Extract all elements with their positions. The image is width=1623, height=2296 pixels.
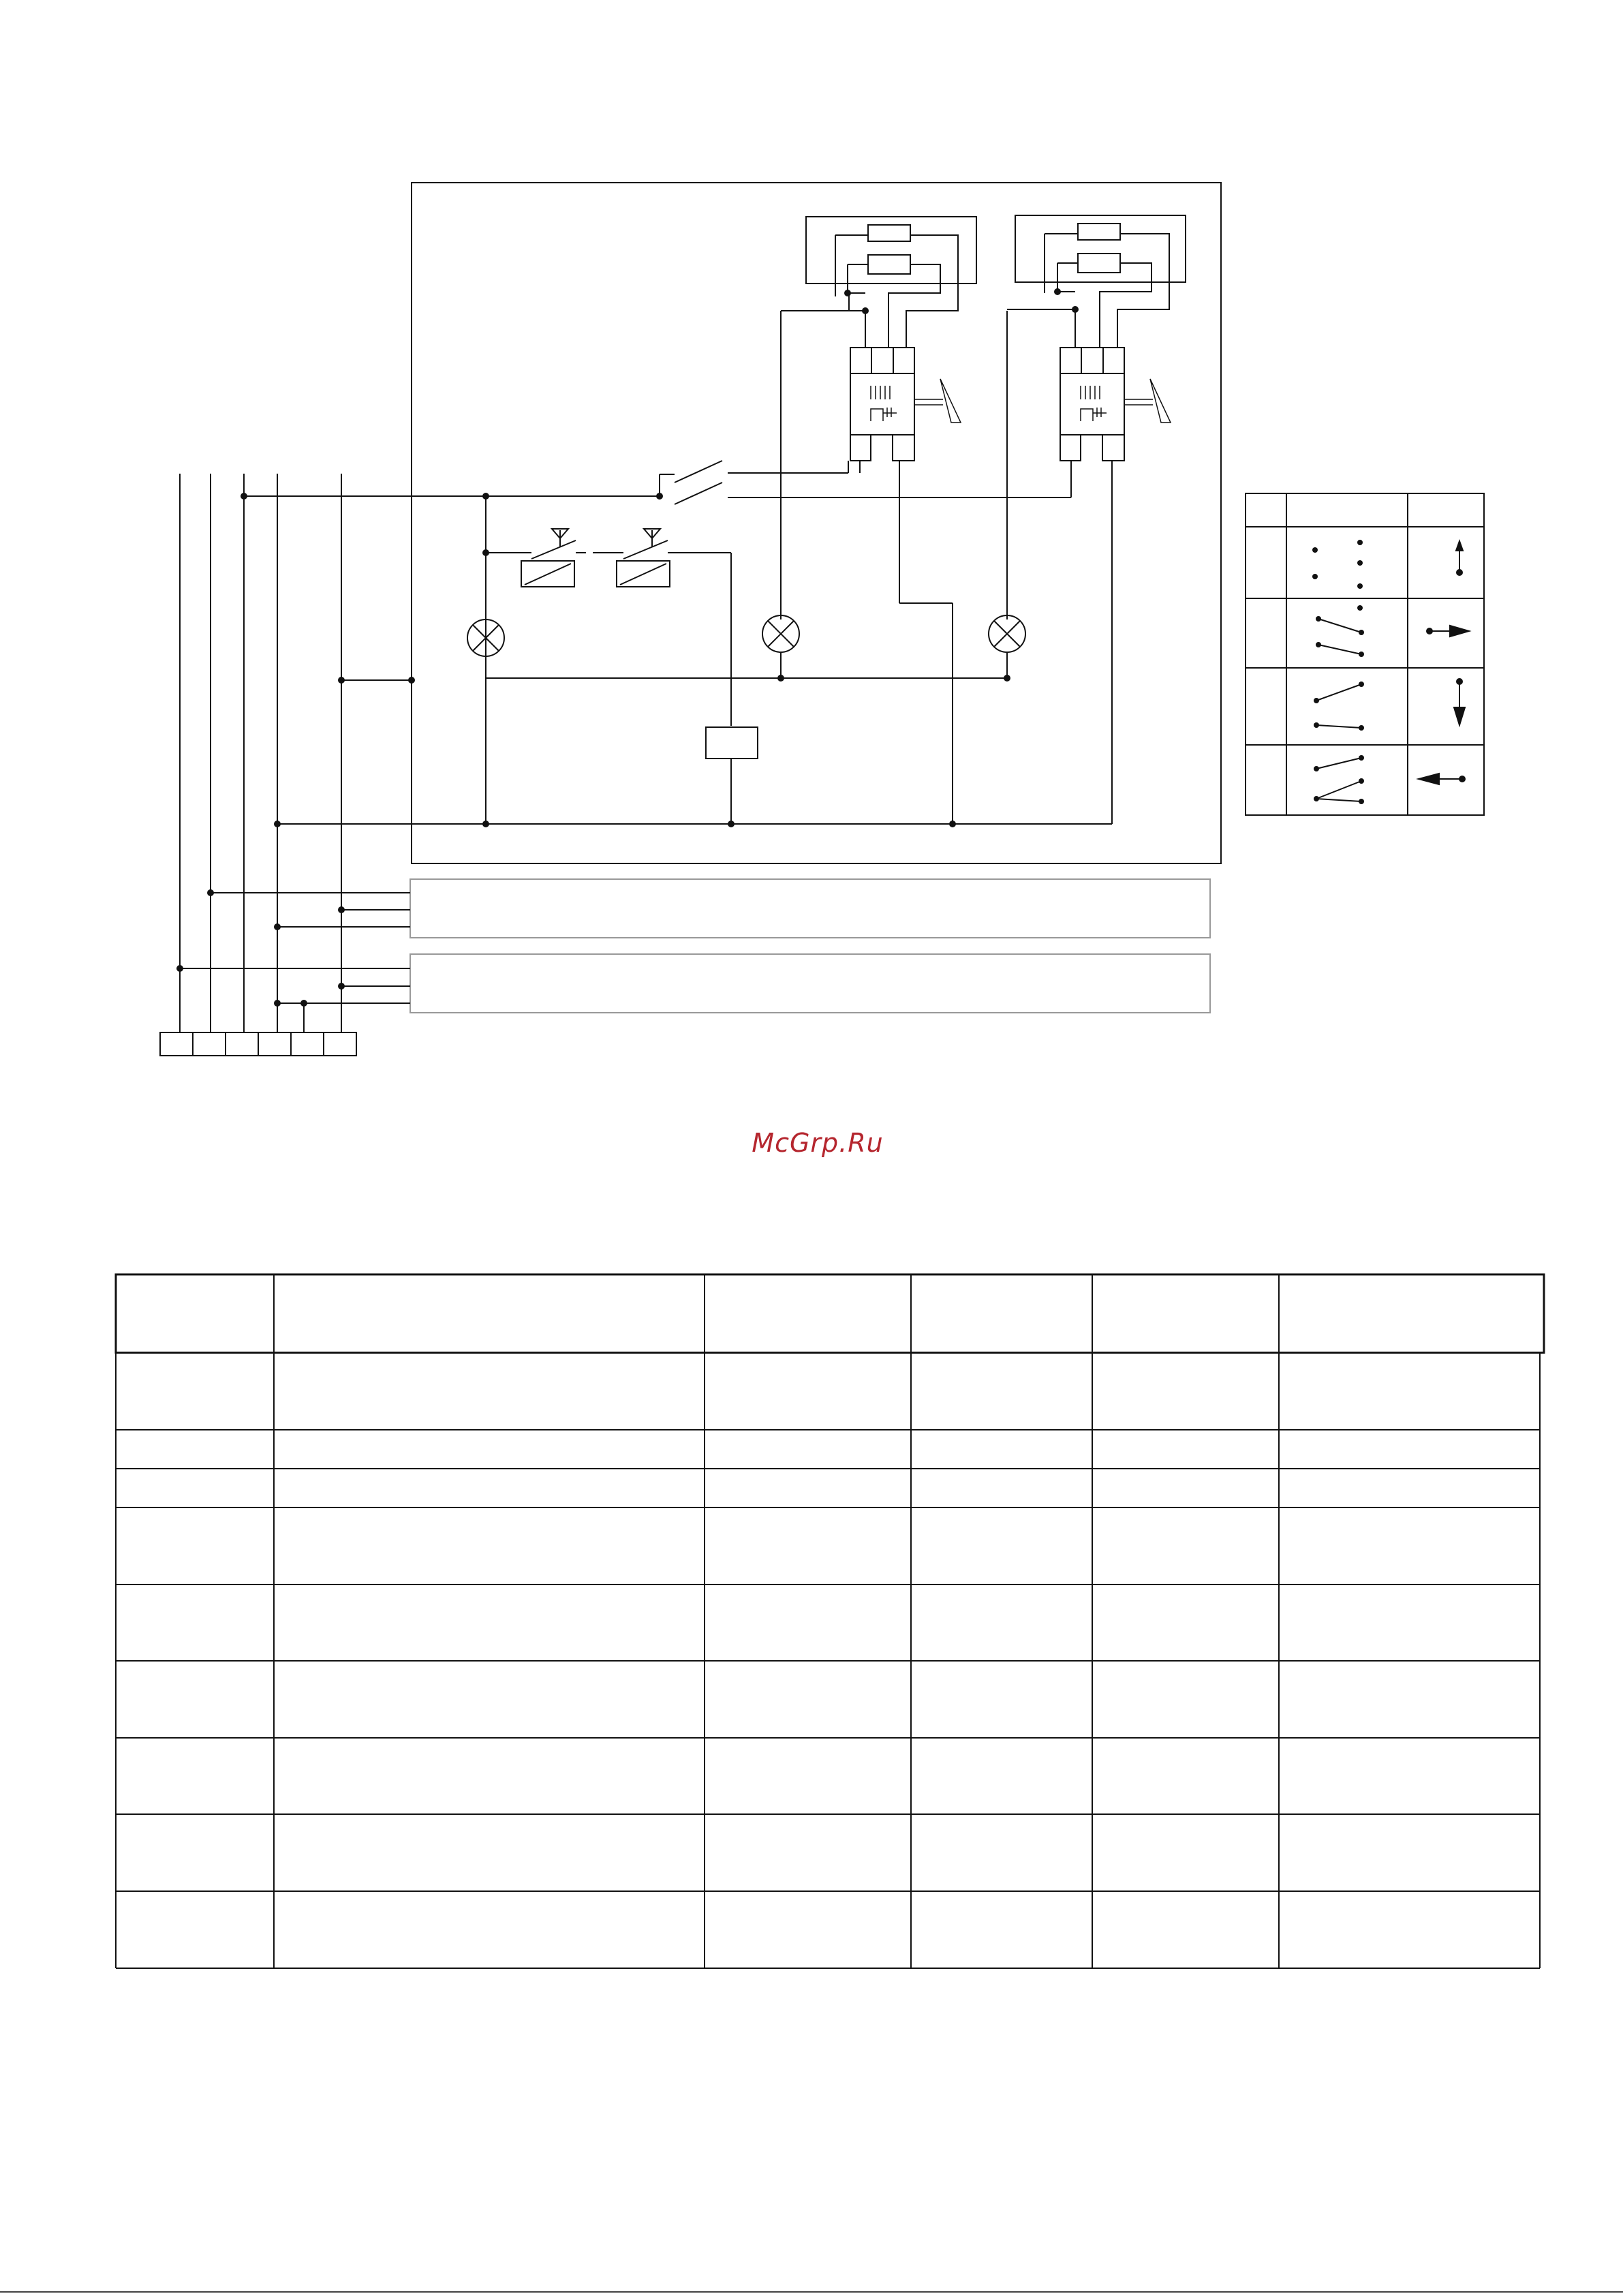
data-table — [116, 1274, 1544, 1968]
push-button-1 — [501, 529, 586, 587]
legend-contacts-down — [1314, 682, 1364, 731]
sensor-unit-2 — [1007, 215, 1186, 824]
junction-dots — [176, 288, 1079, 1007]
relay-coil — [706, 727, 758, 824]
two-pole-switch — [660, 461, 1071, 504]
auxiliary-panel-1 — [211, 879, 1210, 938]
push-button-2 — [593, 529, 731, 587]
contact-state-legend — [1246, 493, 1484, 815]
signal-lamp-3 — [989, 311, 1025, 678]
legend-contacts-left — [1314, 755, 1364, 804]
arrow-right-icon — [1427, 626, 1469, 637]
data-table-header — [116, 1274, 1544, 1353]
bus-wires — [180, 474, 341, 1032]
legend-contacts-neutral — [1312, 540, 1363, 589]
control-cabinet-frame — [412, 183, 1221, 863]
signal-lamp-2 — [762, 311, 799, 678]
arrow-up-icon — [1456, 541, 1463, 575]
arrow-left-icon — [1419, 774, 1465, 784]
table-row-dividers — [116, 1430, 1540, 1891]
page-bottom-rule — [0, 2291, 1623, 2293]
sensor-unit-1 — [781, 217, 976, 824]
legend-contacts-right — [1316, 605, 1364, 657]
terminal-block — [160, 1032, 356, 1056]
auxiliary-panel-2 — [180, 954, 1210, 1032]
watermark-text: McGrp.Ru — [752, 1128, 884, 1158]
arrow-down-icon — [1454, 679, 1465, 725]
